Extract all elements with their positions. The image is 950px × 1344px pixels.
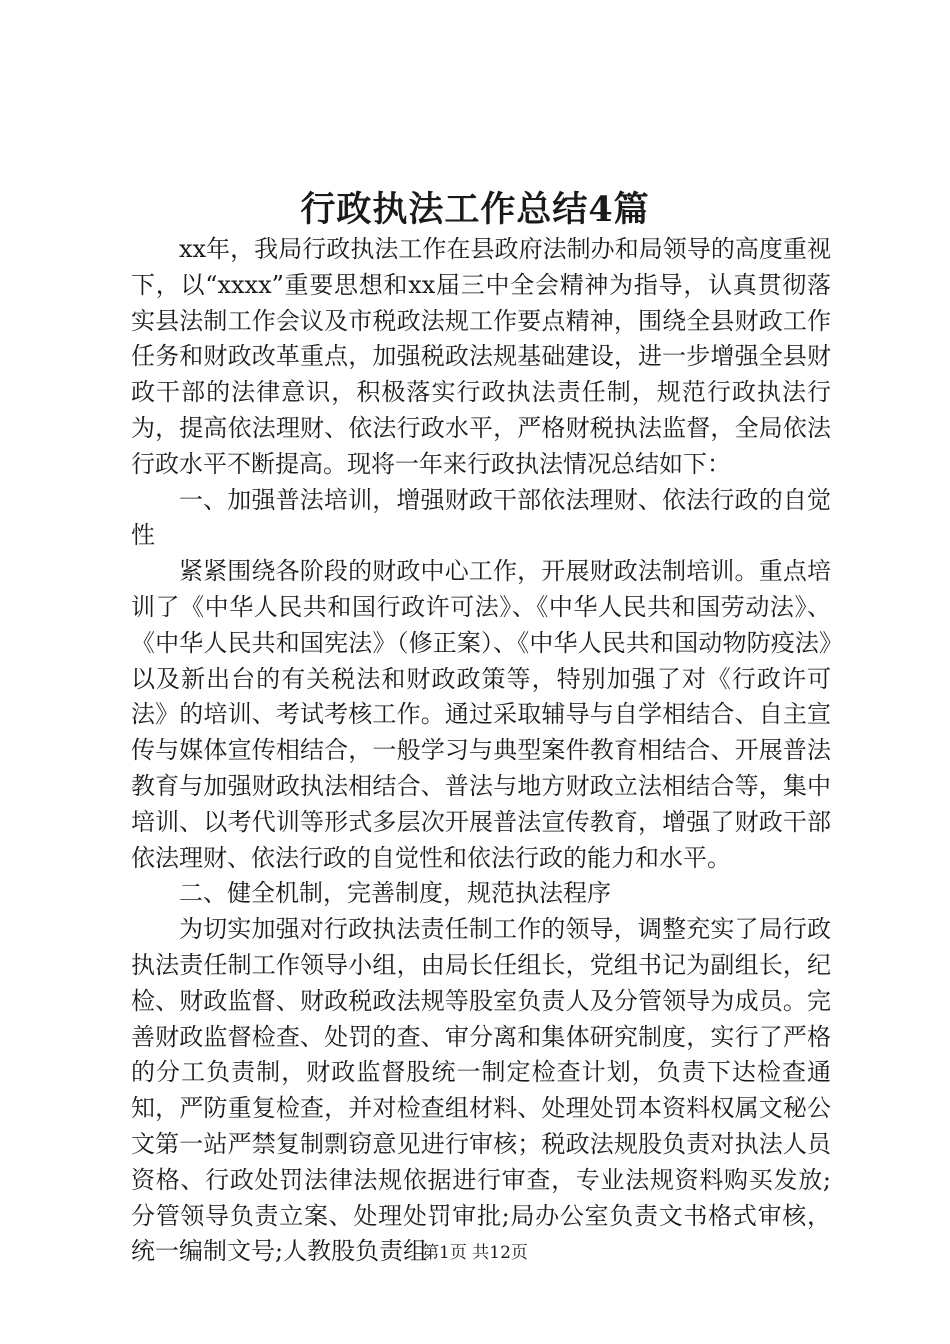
document-title: 行政执法工作总结4篇 bbox=[300, 189, 650, 230]
paragraph-training: 紧紧围绕各阶段的财政中心工作，开展财政法制培训。重点培训了《中华人民共和国行政许可法》、《中华人民共和国劳动法》、《中华人民共和国宪法》（修正案）、《中华人民共和国动物防疫法》以及新出台的有关税法和财政政策等，特别加强了对《行政许可法》的培训、考试考核工作。通过采取辅导与自学相结合、自主宣传与媒体宣传相结合，一般学习与典型案件教育相结合、开展普法教育与加强财政执法相结合、普法与地方财政立法相结合等，集中培训、以考代训等形式多层次开展普法宣传教育，增强了财政干部依法理财、依法行政的自觉性和依法行政的能力和水平。 bbox=[131, 557, 831, 872]
paragraph-mechanism: 为切实加强对行政执法责任制工作的领导，调整充实了局行政执法责任制工作领导小组，由局长任组长，党组书记为副组长，纪检、财政监督、财政税政法规等股室负责人及分管领导为成员。完善财政监督检查、处罚的查、审分离和集体研究制度，实行了严格的分工负责制，财政监督股统一制定检查计划，负责下达检查通知，严防重复检查，并对检查组材料、处理处罚本资料权属文秘公文第一站严禁复制剽窃意见进行审核；税政法规股负责对执法人员资格、行政处罚法律法规依据进行审查，专业法规资料购买发放;分管领导负责立案、处理处罚审批;局办公室负责文书格式审核，统一编制文号;人教股负责组 bbox=[131, 915, 831, 1266]
document-body bbox=[131, 232, 831, 1270]
paragraph-intro: xx年，我局行政执法工作在县政府法制办和局领导的高度重视下，以“xxxx”重要思想和xx届三中全会精神为指导，认真贯彻落实县法制工作会议及市税政法规工作要点精神，围绕全县财政工作任务和财政改革重点，加强税政法规基础建设，进一步增强全县财政干部的法律意识，积极落实行政执法责任制，规范行政执法行为，提高依法理财、依法行政水平，严格财税执法监督，全局依法行政水平不断提高。现将一年来行政执法情况总结如下： bbox=[131, 235, 831, 478]
page-number-footer: 第1页 共12页 bbox=[422, 1243, 528, 1263]
section-heading-1: 一、加强普法培训，增强财政干部依法理财、依法行政的自觉性 bbox=[131, 485, 831, 550]
section-heading-2: 二、健全机制，完善制度，规范执法程序 bbox=[179, 879, 611, 908]
